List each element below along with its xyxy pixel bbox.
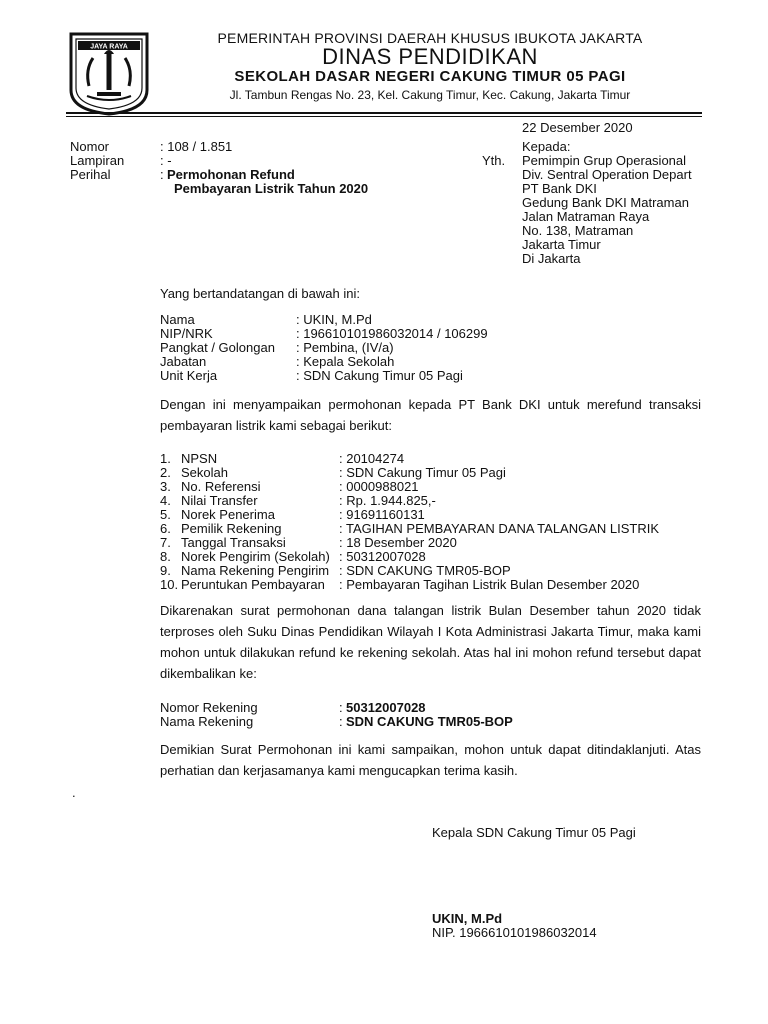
signer-field-label: Unit Kerja bbox=[160, 368, 218, 383]
lampiran-label: Lampiran bbox=[70, 153, 125, 168]
signer-field-label: Jabatan bbox=[160, 354, 207, 369]
refund-nomor-value: 50312007028 bbox=[346, 700, 426, 715]
detail-number: 1. bbox=[160, 451, 171, 466]
detail-label: Norek Penerima bbox=[181, 507, 275, 522]
detail-number: 6. bbox=[160, 521, 171, 536]
paragraph-reason bbox=[160, 600, 701, 684]
detail-number: 3. bbox=[160, 479, 171, 494]
detail-number: 2. bbox=[160, 465, 171, 480]
refund-nama-label: Nama Rekening bbox=[160, 714, 254, 729]
detail-value: : Rp. 1.944.825,- bbox=[339, 493, 436, 508]
refund-nama-value: SDN CAKUNG TMR05-BOP bbox=[346, 714, 513, 729]
detail-label: Peruntukan Pembayaran bbox=[181, 577, 325, 592]
perihal-label: Perihal bbox=[70, 167, 111, 182]
detail-number: 10. bbox=[160, 577, 179, 592]
perihal-value-line1: Permohonan Refund bbox=[167, 167, 295, 182]
detail-value: : SDN Cakung Timur 05 Pagi bbox=[339, 465, 506, 480]
yth-label: Yth. bbox=[482, 153, 506, 168]
signature-title: Kepala SDN Cakung Timur 05 Pagi bbox=[432, 825, 636, 840]
signer-field-value: : Pembina, (IV/a) bbox=[296, 340, 394, 355]
detail-number: 8. bbox=[160, 549, 171, 564]
nomor-label: Nomor bbox=[70, 139, 110, 154]
recipient-line: PT Bank DKI bbox=[522, 181, 597, 196]
detail-number: 5. bbox=[160, 507, 171, 522]
gov-name: PEMERINTAH PROVINSI DAERAH KHUSUS IBUKOTA JAKARTA bbox=[217, 30, 643, 46]
signature-name: UKIN, M.Pd bbox=[432, 911, 503, 926]
recipient-line: Jalan Matraman Raya bbox=[522, 209, 650, 224]
detail-number: 7. bbox=[160, 535, 171, 550]
recipient-line: Div. Sentral Operation Depart bbox=[522, 167, 692, 182]
stray-dot: . bbox=[72, 785, 76, 800]
recipient-line: Pemimpin Grup Operasional bbox=[522, 153, 687, 168]
paragraph-request-text: Dengan ini menyampaikan permohonan kepada PT Bank DKI untuk merefund transaksi pembayaran listrik kami sebagai berikut: bbox=[160, 397, 701, 433]
detail-value: : TAGIHAN PEMBAYARAN DANA TALANGAN LISTRIK bbox=[339, 521, 660, 536]
letterhead-rule bbox=[66, 112, 702, 114]
agency-name: DINAS PENDIDIKAN bbox=[322, 44, 538, 69]
paragraph-closing-text: Demikian Surat Permohonan ini kami sampaikan, mohon untuk dapat ditindaklanjuti. Atas perhatian dan kerjasamanya kami mengucapkan terima kasih. bbox=[160, 742, 701, 778]
recipient-line: No. 138, Matraman bbox=[522, 223, 634, 238]
detail-number: 9. bbox=[160, 563, 171, 578]
recipient-line: Gedung Bank DKI Matraman bbox=[522, 195, 689, 210]
signer-field-value: : 196610101986032014 / 106299 bbox=[296, 326, 488, 341]
perihal-value-line2: Pembayaran Listrik Tahun 2020 bbox=[174, 181, 369, 196]
refund-nama-colon: : bbox=[339, 714, 343, 729]
refund-nomor-colon: : bbox=[339, 700, 343, 715]
paragraph-request bbox=[160, 394, 701, 436]
detail-value: : SDN CAKUNG TMR05-BOP bbox=[339, 563, 511, 578]
detail-value: : 20104274 bbox=[339, 451, 405, 466]
recipient-line: Kepada: bbox=[522, 139, 571, 154]
paragraph-reason-text: Dikarenakan surat permohonan dana talangan listrik Bulan Desember tahun 2020 tidak terproses oleh Suku Dinas Pendidikan Wilayah I Kota Administrasi Jakarta Timur, maka kami mohon untuk dilakukan refund ke rekening sekolah. Atas hal ini mohon refund tersebut dapat dikembalikan ke: bbox=[160, 603, 701, 681]
detail-label: Norek Pengirim (Sekolah) bbox=[181, 549, 330, 564]
signer-field-value: : UKIN, M.Pd bbox=[296, 312, 372, 327]
letterhead-rule-thin bbox=[66, 116, 702, 117]
refund-nomor-label: Nomor Rekening bbox=[160, 700, 258, 715]
signer-field-label: Pangkat / Golongan bbox=[160, 340, 275, 355]
detail-value: : 18 Desember 2020 bbox=[339, 535, 457, 550]
detail-label: Tanggal Transaksi bbox=[181, 535, 286, 550]
detail-value: : 0000988021 bbox=[339, 479, 419, 494]
lampiran-value: : - bbox=[160, 153, 172, 168]
detail-value: : Pembayaran Tagihan Listrik Bulan Desember 2020 bbox=[339, 577, 640, 592]
school-address: Jl. Tambun Rengas No. 23, Kel. Cakung Timur, Kec. Cakung, Jakarta Timur bbox=[229, 88, 631, 102]
svg-text:JAYA RAYA: JAYA RAYA bbox=[90, 43, 128, 51]
paragraph-closing bbox=[160, 739, 701, 781]
nomor-value: : 108 / 1.851 bbox=[160, 139, 233, 154]
detail-number: 4. bbox=[160, 493, 171, 508]
detail-label: No. Referensi bbox=[181, 479, 261, 494]
detail-label: Pemilik Rekening bbox=[181, 521, 282, 536]
detail-label: Sekolah bbox=[181, 465, 228, 480]
detail-label: Nama Rekening Pengirim bbox=[181, 563, 330, 578]
letter-date: 22 Desember 2020 bbox=[522, 120, 633, 135]
detail-value: : 50312007028 bbox=[339, 549, 426, 564]
signer-field-value: : Kepala Sekolah bbox=[296, 354, 395, 369]
recipient-line: Jakarta Timur bbox=[522, 237, 601, 252]
signer-field-label: NIP/NRK bbox=[160, 326, 213, 341]
jaya-raya-emblem-logo bbox=[67, 30, 151, 116]
signature-nip: NIP. 196661010198603​2014 bbox=[432, 925, 597, 940]
signer-field-value: : SDN Cakung Timur 05 Pagi bbox=[296, 368, 463, 383]
recipient-line: Di Jakarta bbox=[522, 251, 581, 266]
detail-label: Nilai Transfer bbox=[181, 493, 258, 508]
signer-field-label: Nama bbox=[160, 312, 195, 327]
detail-value: : 91691160131 bbox=[339, 507, 425, 522]
intro-text: Yang bertandatangan di bawah ini: bbox=[160, 286, 360, 301]
perihal-colon: : bbox=[160, 167, 164, 182]
school-name: SEKOLAH DASAR NEGERI CAKUNG TIMUR 05 PAGI bbox=[234, 68, 626, 85]
detail-label: NPSN bbox=[181, 451, 218, 466]
